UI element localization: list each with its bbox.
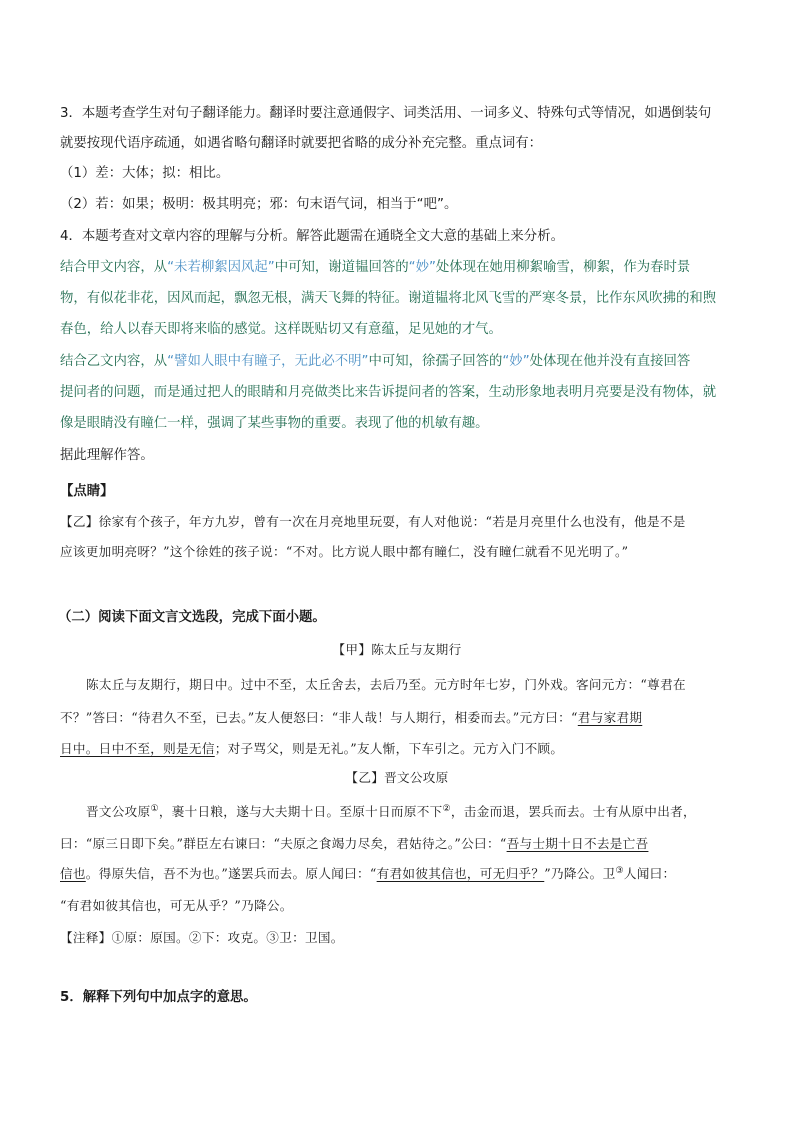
q3-line-1: 3．本题考查学生对句子翻译能力。翻译时要注意通假字、词类活用、一词多义、特殊句式等情况，如遇倒装句: [60, 106, 712, 121]
q4-jia-miao: “妙”: [408, 260, 436, 275]
passage-yi-line-4: “有君如彼其信也，可无从乎？”乃降公。: [60, 898, 293, 913]
passage-jia-title: 【甲】陈太丘与友期行: [332, 642, 462, 657]
q4-yi-mid: 中可知，徐孺子回答的: [368, 354, 503, 369]
passage-yi-underlined-2: 信也: [60, 866, 86, 881]
q4-jia-mid: 中可知，谢道韫回答的: [274, 260, 409, 275]
q4-yi-line-3: 像是眼睛没有瞳仁一样，强调了某些事物的重要。表现了他的机敏有趣。: [60, 416, 489, 431]
passage-jia-underlined-1: 君与家君期: [577, 710, 643, 725]
passage-yi-line-3-mid: 。得原失信，吾不为也。”遂罢兵而去。原人闻曰：“: [85, 866, 377, 881]
footnote-marker-2: ②: [442, 803, 451, 814]
passage-yi-line-1-a: 晋文公攻原: [86, 804, 151, 819]
q3-item-2: （2）若：如果；极明：极其明亮；邪：句末语气词，相当于“吧”。: [60, 197, 458, 212]
passage-yi-underlined-1: 吾与士期十日不去是亡吾: [506, 836, 649, 851]
q4-jia-quote: “未若柳絮因风起”: [167, 260, 275, 275]
q4-yi-line-2: 提问者的问题，而是通过把人的眼睛和月亮做类比来告诉提问者的答案，生动形象地表明月亮要是没有物体，就: [60, 385, 717, 400]
passage-jia-underlined-2: 日中。日中不至，则是无信: [60, 741, 215, 756]
q5-heading: 5．解释下列句中加点字的意思。: [60, 990, 257, 1005]
annotations: 【注释】①原：原国。②下：攻克。③卫：卫国。: [60, 930, 344, 945]
footnote-marker-1: ①: [150, 803, 159, 814]
q4-conclusion: 据此理解作答。: [60, 448, 154, 463]
passage-yi-line-3-post: ”乃降公。卫: [544, 866, 616, 881]
dianjing-label: 【点睛】: [60, 484, 114, 499]
passage-jia-line-1: 陈太丘与友期行，期日中。过中不至，太丘舍去，去后乃至。元方时年七岁，门外戏。客问元方：“尊君在: [86, 677, 686, 692]
dianjing-line-2: 应该更加明亮呀？”这个徐姓的孩子说：“不对。比方说人眼中都有瞳仁，没有瞳仁就看不见光明了。”: [60, 544, 629, 559]
passage-yi-line-1-c: ，击金而退，罢兵而去。士有从原中出者，: [450, 804, 696, 819]
passage-yi-line-1: [86, 802, 696, 822]
dianjing-line-1: 【乙】徐家有个孩子，年方九岁，曾有一次在月亮地里玩耍，有人对他说：“若是月亮里什么也没有，他是不是: [60, 514, 686, 529]
q4-yi-line-1: [60, 352, 690, 372]
passage-yi-line-2: [60, 834, 648, 854]
passage-jia-line-2: [60, 708, 642, 728]
q4-yi-pre: 结合乙文内容，从: [60, 354, 168, 369]
passage-yi-line-3-end: 人闻曰：: [623, 866, 676, 881]
q4-jia-line-1: [60, 258, 690, 278]
q4-yi-miao: “妙”: [502, 354, 530, 369]
q4-jia-line-3: 春色，给人以春天即将来临的感觉。这样既贴切又有意蕴，足见她的才气。: [60, 322, 502, 337]
q4-jia-post: 处体现在她用柳絮喻雪，柳絮，作为春时景: [435, 260, 691, 275]
q3-line-2: 就要按现代语序疏通，如遇省略句翻译时就要把省略的成分补充完整。重点词有：: [60, 136, 543, 151]
passage-yi-line-2-pre: 曰：“原三日即下矣。”群臣左右谏曰：“夫原之食竭力尽矣，君姑待之。”公曰：“: [60, 836, 507, 851]
section-heading: （二）阅读下面文言文选段，完成下面小题。: [58, 610, 326, 625]
passage-jia-line-3-post: ；对子骂父，则是无礼。”友人惭，下车引之。元方入门不顾。: [214, 741, 564, 756]
q4-jia-pre: 结合甲文内容，从: [60, 260, 168, 275]
passage-yi-underlined-3: 有君如彼其信也，可无归乎？: [376, 866, 545, 881]
q4-jia-line-2: 物，有似花非花，因风而起，飘忽无根，满天飞舞的特征。谢道韫将北风飞雪的严寒冬景，比作东风吹拂的和煦: [60, 291, 717, 306]
passage-yi-line-1-b: ，裹十日粮，遂与大夫期十日。至原十日而原不下: [158, 804, 443, 819]
passage-yi-title: 【乙】晋文公攻原: [345, 770, 449, 785]
q4-line-1: 4．本题考查对文章内容的理解与分析。解答此题需在通晓全文大意的基础上来分析。: [60, 229, 564, 244]
q4-yi-post: 处体现在他并没有直接回答: [529, 354, 691, 369]
passage-yi-line-3: [60, 864, 675, 884]
q4-yi-quote: “譬如人眼中有瞳子，无此必不明”: [167, 354, 369, 369]
footnote-marker-3: ③: [615, 865, 624, 876]
passage-jia-line-2-pre: 不？”答曰：“待君久不至，已去。”友人便怒曰：“非人哉！与人期行，相委而去。”元方曰：“: [60, 710, 578, 725]
q3-item-1: （1）差：大体；拟：相比。: [60, 166, 230, 181]
passage-jia-line-3: [60, 739, 563, 759]
